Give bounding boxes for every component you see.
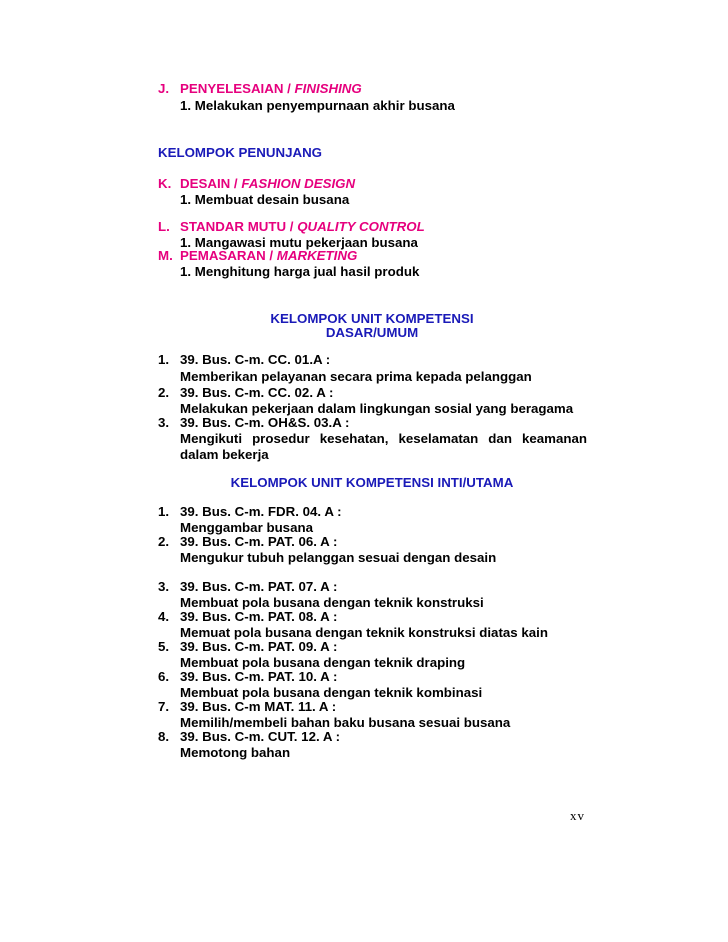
inti-heading: KELOMPOK UNIT KOMPETENSI INTI/UTAMA xyxy=(230,475,514,490)
section-m-item: 1. Menghitung harga jual hasil produk xyxy=(180,264,420,279)
inti-item-7-code: 39. Bus. C-m MAT. 11. A : xyxy=(180,699,337,714)
inti-item-2-desc: Mengukur tubuh pelanggan sesuai dengan desain xyxy=(180,550,497,565)
inti-item-4-num: 4. xyxy=(158,609,170,624)
section-k-title-text: DESAIN / xyxy=(180,176,242,191)
inti-item-1-code: 39. Bus. C-m. FDR. 04. A : xyxy=(180,504,342,519)
inti-item-3-code: 39. Bus. C-m. PAT. 07. A : xyxy=(180,579,338,594)
dasar-item-2-desc: Melakukan pekerjaan dalam lingkungan sosial yang beragama xyxy=(180,401,574,416)
dasar-item-3-desc-cont: dalam bekerja xyxy=(180,447,269,462)
section-k-title xyxy=(180,176,355,192)
page-number: xv xyxy=(570,808,585,823)
section-m-letter: M. xyxy=(158,248,173,263)
dasar-item-2-num: 2. xyxy=(158,385,170,400)
inti-item-6-desc: Membuat pola busana dengan teknik kombinasi xyxy=(180,685,483,700)
section-l-title xyxy=(180,219,425,235)
dasar-item-3-num: 3. xyxy=(158,415,170,430)
section-k-letter: K. xyxy=(158,176,172,191)
dasar-item-1-code: 39. Bus. C-m. CC. 01.A : xyxy=(180,352,331,367)
inti-item-6-code: 39. Bus. C-m. PAT. 10. A : xyxy=(180,669,338,684)
section-j-title xyxy=(180,81,362,97)
section-l-title-italic: QUALITY CONTROL xyxy=(297,219,425,234)
section-m-title-text: PEMASARAN / xyxy=(180,248,277,263)
inti-item-3-num: 3. xyxy=(158,579,170,594)
dasar-item-2-code: 39. Bus. C-m. CC. 02. A : xyxy=(180,385,334,400)
dasar-item-1-num: 1. xyxy=(158,352,170,367)
inti-item-1-desc: Menggambar busana xyxy=(180,520,313,535)
inti-item-6-num: 6. xyxy=(158,669,170,684)
section-l-title-text: STANDAR MUTU / xyxy=(180,219,298,234)
section-k-item: 1. Membuat desain busana xyxy=(180,192,350,207)
inti-item-5-code: 39. Bus. C-m. PAT. 09. A : xyxy=(180,639,338,654)
inti-item-2-num: 2. xyxy=(158,534,170,549)
section-m-title-italic: MARKETING xyxy=(276,248,358,263)
inti-item-4-code: 39. Bus. C-m. PAT. 08. A : xyxy=(180,609,338,624)
inti-item-5-desc: Membuat pola busana dengan teknik draping xyxy=(180,655,466,670)
inti-item-5-num: 5. xyxy=(158,639,170,654)
section-m-title xyxy=(180,248,357,264)
dasar-item-3-desc: Mengikuti prosedur kesehatan, keselamatan dan keamanan xyxy=(180,431,587,446)
section-j-letter: J. xyxy=(158,81,170,96)
inti-item-3-desc: Membuat pola busana dengan teknik konstruksi xyxy=(180,595,484,610)
section-j-item: 1. Melakukan penyempurnaan akhir busana xyxy=(180,98,455,113)
inti-item-7-desc: Memilih/membeli bahan baku busana sesuai busana xyxy=(180,715,511,730)
inti-item-4-desc: Memuat pola busana dengan teknik konstruksi diatas kain xyxy=(180,625,548,640)
dasar-item-3-code: 39. Bus. C-m. OH&S. 03.A : xyxy=(180,415,350,430)
inti-item-8-code: 39. Bus. C-m. CUT. 12. A : xyxy=(180,729,341,744)
section-j-title-italic: FINISHING xyxy=(294,81,362,96)
section-l-letter: L. xyxy=(158,219,170,234)
section-j-title-text: PENYELESAIAN / xyxy=(180,81,295,96)
inti-item-8-num: 8. xyxy=(158,729,170,744)
penunjang-heading: KELOMPOK PENUNJANG xyxy=(158,145,323,160)
inti-item-7-num: 7. xyxy=(158,699,170,714)
inti-item-2-code: 39. Bus. C-m. PAT. 06. A : xyxy=(180,534,338,549)
inti-item-1-num: 1. xyxy=(158,504,170,519)
inti-item-8-desc: Memotong bahan xyxy=(180,745,291,760)
section-k-title-italic: FASHION DESIGN xyxy=(241,176,356,191)
dasar-item-1-desc: Memberikan pelayanan secara prima kepada pelanggan xyxy=(180,369,532,384)
section-l-item: 1. Mangawasi mutu pekerjaan busana xyxy=(180,235,418,250)
dasar-heading-line2: DASAR/UMUM xyxy=(325,325,419,340)
dasar-heading-line1: KELOMPOK UNIT KOMPETENSI xyxy=(270,311,474,326)
